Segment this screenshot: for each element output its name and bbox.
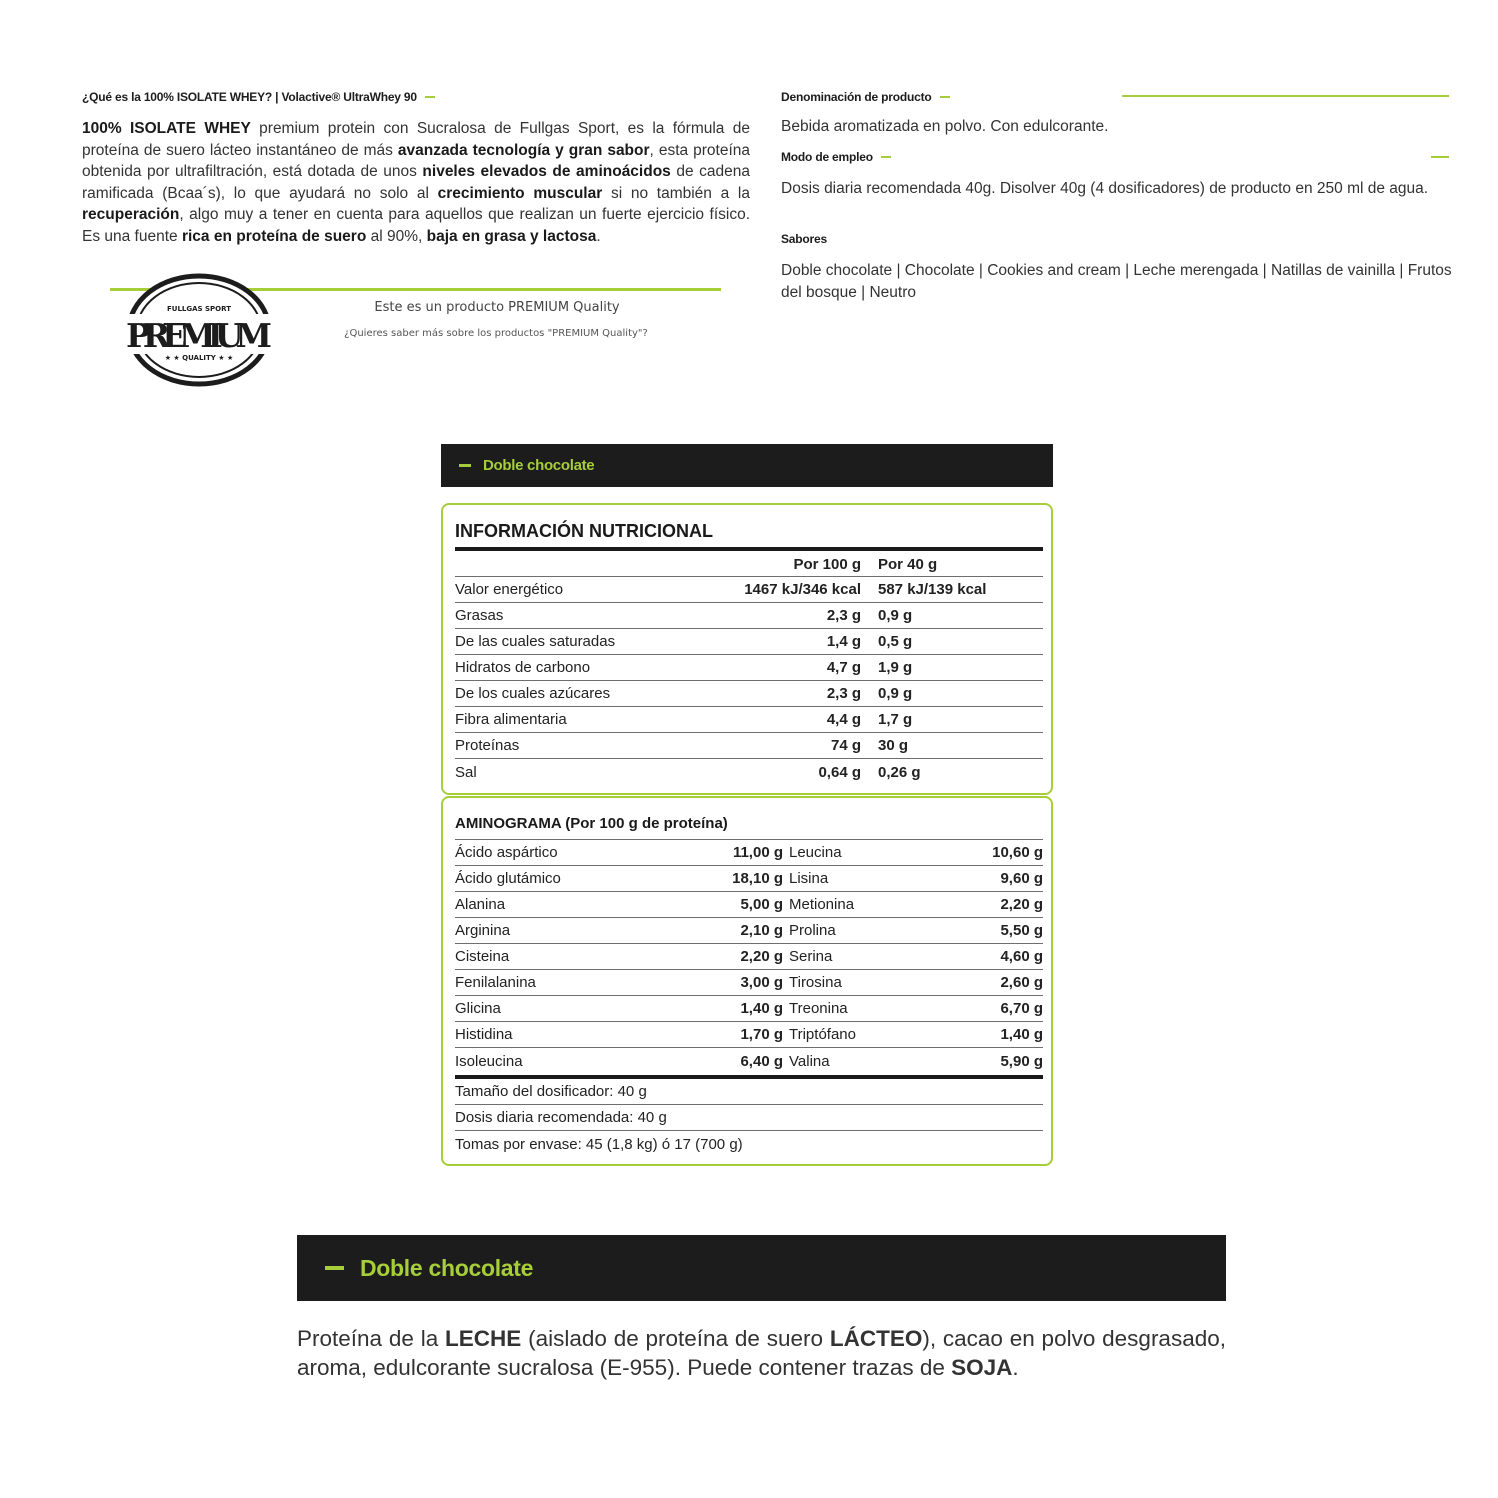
premium-line-1: Este es un producto PREMIUM Quality [374,300,620,315]
value-per-100: 1467 kJ/346 kcal [744,581,861,598]
amino-name: Valina [789,1052,830,1070]
nutrient-name: Grasas [455,607,504,624]
col-per-40: Por 40 g [878,555,938,573]
value-per-40: 0,9 g [878,685,913,702]
aminogram-box [441,796,1053,1166]
nutrient-name: De los cuales azúcares [455,685,611,702]
amino-name: Arginina [455,922,511,939]
heading-dash [425,96,435,98]
minus-icon [459,464,471,467]
denominacion-text: Bebida aromatizada en polvo. Con edulcorante. [781,118,1109,135]
nutrition-title: INFORMACIÓN NUTRICIONAL [455,521,713,541]
nutrition-row [455,733,1043,759]
minus-icon [325,1266,344,1270]
amino-value: 2,20 g [1000,896,1043,913]
amino-name: Fenilalanina [455,974,536,991]
value-per-40: 587 kJ/139 kcal [878,581,987,598]
aminogram-table [455,840,1043,1074]
section-heading-denominacion [781,90,950,104]
value-per-100: 4,4 g [826,711,861,728]
col-per-100: Por 100 g [793,555,861,573]
amino-name: Ácido glutámico [455,870,561,887]
nutrition-thick-rule [455,547,1043,551]
amino-name: Treonina [789,1000,848,1017]
amino-name: Prolina [789,922,836,939]
aminogram-row [455,970,1043,996]
amino-value: 2,60 g [1000,974,1043,991]
serving-info-row: Dosis diaria recomendada: 40 g [455,1105,1043,1131]
premium-line-2[interactable]: ¿Quieres saber más sobre los productos "PREMIUM Quality"? [344,328,648,339]
svg-text:FULLGAS SPORT: FULLGAS SPORT [166,305,232,313]
amino-value: 11,00 g [732,844,783,861]
amino-name: Alanina [455,896,506,913]
amino-name: Leucina [789,844,842,861]
nutrient-name: Valor energético [455,581,564,598]
nutrition-box [441,503,1053,795]
value-per-100: 1,4 g [826,633,861,650]
value-per-40: 0,26 g [878,763,921,781]
flavor-accordion-header[interactable] [441,444,1053,487]
svg-text:PREMIUM: PREMIUM [126,316,272,355]
product-description: 100% ISOLATE WHEY premium protein con Sucralosa de Fullgas Sport, es la fórmula de proteína de suero lácteo instantáneo de más avanzada tecnología y gran sabor, esta proteína obtenida por ultrafiltración, está dotada de unos niveles elevados de aminoácidos de cadena ramificada (Bcaa´s), lo que ayudará no solo al crecimiento muscular si no también a la recuperación, algo muy a tener en cuenta para aquellos que realizan un fuerte ejercicio físico. Es una fuente rica en proteína de suero al 90%, baja en grasa y lactosa. [82,120,750,245]
modo-line [1431,156,1449,158]
ingredients-accordion-header[interactable] [297,1235,1226,1301]
aminogram-row [455,944,1043,970]
aminogram-row [455,892,1043,918]
nutrition-header-row [455,552,1043,577]
nutrition-row [455,707,1043,733]
value-per-40: 30 g [878,737,909,754]
nutrient-name: Proteínas [455,737,520,754]
amino-value: 18,10 g [732,870,783,887]
amino-value: 3,00 g [740,974,783,991]
amino-value: 1,40 g [1000,1026,1043,1043]
denominacion-line [1122,95,1449,97]
section-heading-modo [781,150,891,164]
amino-name: Lisina [789,870,829,887]
flavor-title: Doble chocolate [483,457,595,474]
amino-value: 5,90 g [1000,1052,1043,1070]
aminogram-row [455,866,1043,892]
amino-name: Glicina [455,1000,501,1017]
value-per-40: 1,7 g [878,711,913,728]
nutrient-name: De las cuales saturadas [455,633,616,650]
amino-name: Serina [789,948,833,965]
nutrition-row [455,603,1043,629]
amino-value: 2,10 g [740,922,783,939]
amino-value: 2,20 g [740,948,783,965]
value-per-100: 74 g [830,737,861,754]
aminogram-row [455,1022,1043,1048]
section-heading-isolate [82,90,435,104]
value-per-40: 0,9 g [878,607,913,624]
modo-text: Dosis diaria recomendada 40g. Disolver 40g (4 dosificadores) de producto en 250 ml de agua. [781,180,1429,197]
nutrition-row [455,655,1043,681]
value-per-40: 0,5 g [878,633,913,650]
ingredients-flavor-title: Doble chocolate [360,1254,534,1281]
nutrition-row [455,759,1043,785]
serving-info-row: Tamaño del dosificador: 40 g [455,1079,1043,1105]
amino-value: 5,00 g [740,896,783,913]
amino-value: 5,50 g [1000,922,1043,939]
aminogram-row [455,840,1043,866]
sabores-text: Doble chocolate | Chocolate | Cookies and cream | Leche merengada | Natillas de vainilla | Frutos del bosque | Neutro [781,262,1452,301]
aminogram-footer [455,1079,1043,1157]
nutrient-name: Hidratos de carbono [455,659,591,676]
nutrition-table [455,552,1043,785]
amino-value: 6,40 g [740,1052,783,1070]
denominacion-title: Denominación de producto [781,90,932,104]
serving-info-row: Tomas por envase: 45 (1,8 kg) ó 17 (700 g) [455,1135,743,1153]
amino-value: 1,40 g [740,1000,783,1017]
amino-value: 10,60 g [992,844,1043,861]
svg-text:★ ★ QUALITY ★ ★: ★ ★ QUALITY ★ ★ [164,354,234,362]
nutrition-row [455,681,1043,707]
heading-dash [940,96,950,98]
sabores-title: Sabores [781,232,827,246]
amino-name: Ácido aspártico [455,844,558,861]
aminogram-row [455,996,1043,1022]
value-per-100: 2,3 g [826,607,861,624]
heading-dash [881,156,891,158]
modo-title: Modo de empleo [781,150,873,164]
amino-value: 6,70 g [1000,1000,1043,1017]
value-per-40: 1,9 g [878,659,913,676]
amino-value: 1,70 g [740,1026,783,1043]
nutrient-name: Fibra alimentaria [455,711,567,728]
amino-value: 4,60 g [1000,948,1043,965]
section-heading-text: ¿Qué es la 100% ISOLATE WHEY? | Volactive® UltraWhey 90 [82,90,417,104]
nutrient-name: Sal [455,763,477,781]
premium-logo [122,270,276,388]
amino-name: Isoleucina [455,1052,523,1070]
aminogram-row [455,918,1043,944]
ingredients-text: Proteína de la LECHE (aislado de proteína de suero LÁCTEO), cacao en polvo desgrasado, aroma, edulcorante sucralosa (E-955). Puede contener trazas de SOJA. [297,1326,1226,1380]
amino-name: Tirosina [789,974,842,991]
nutrition-row [455,577,1043,603]
nutrition-row [455,629,1043,655]
value-per-100: 4,7 g [826,659,861,676]
amino-value: 9,60 g [1000,870,1043,887]
section-heading-sabores [781,232,827,246]
amino-name: Metionina [789,896,855,913]
value-per-100: 0,64 g [818,763,861,781]
aminogram-title: AMINOGRAMA (Por 100 g de proteína) [455,815,728,832]
value-per-100: 2,3 g [826,685,861,702]
amino-name: Cisteina [455,948,510,965]
amino-name: Triptófano [789,1026,856,1043]
amino-name: Histidina [455,1026,513,1043]
aminogram-row [455,1048,1043,1074]
